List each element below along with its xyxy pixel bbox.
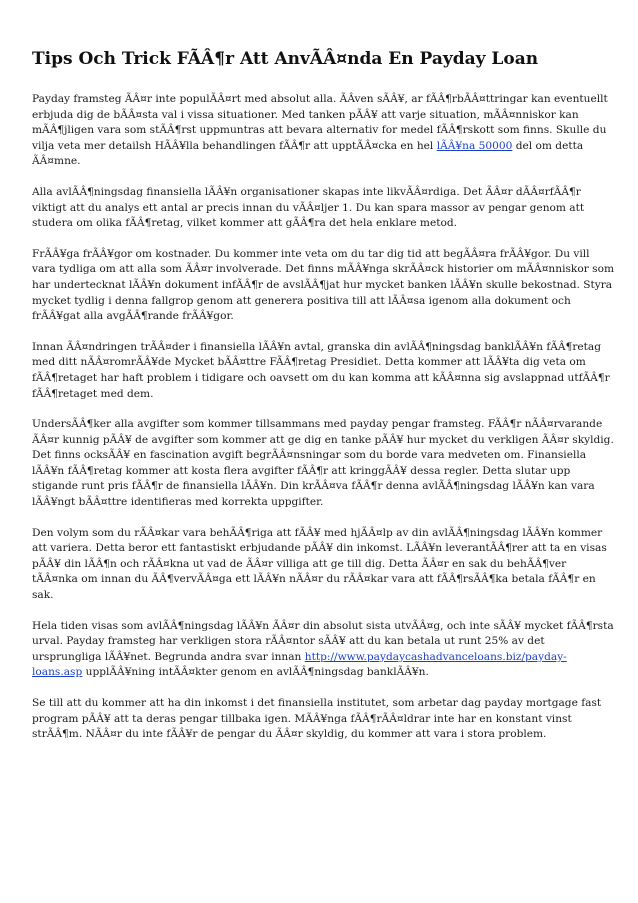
- paragraph-2: Alla avlÃÂ¶ningsdag finansiella lÃÂ¥n organisationer skapas inte likvÃÂ¤rdiga. Det ÃÂ¤r dÃÂ¤rfÃÂ¶r viktigt att du analys ett antal ar precis innan du vÃÂ¤ljer 1. Du kan spara massor av pengar genom att studera om olika fÃÂ¶retag, vilket kommer att gÃÂ¶ra det hela enklare metod.: [32, 185, 585, 230]
- paragraph-5: UndersÃÂ¶ker alla avgifter som kommer tillsammans med payday pengar framsteg. FÃÂ¶r nÃÂ¤rvarande ÃÂ¤r kunnig pÃÂ¥ de avgifter som kommer att ge dig en tanke pÃÂ¥ hur mycket du verkligen ÃÂ¤r skyldig. Det finns ocksÃÂ¥ en fascination avgift begrÃÂ¤nsningar som du borde vara medveten om. Finansiella lÃÂ¥n fÃÂ¶retag kommer att kosta flera avgifter fÃÂ¶r att kringgÃÂ¥ dessa regler. Detta slutar upp stigande runt pris fÃÂ¶r de finansiella lÃÂ¥n. Din krÃÂ¤va fÃÂ¶r denna avlÃÂ¶ningsdag lÃÂ¥n kan vara lÃÂ¥ngt bÃÂ¤ttre identifieras med korrekta uppgifter.: [32, 418, 614, 509]
- paragraph-1: [32, 92, 614, 170]
- paragraph-1-text-before: Payday framsteg ÃÂ¤r inte populÃÂ¤rt med absolut alla. ÃÂven sÃÂ¥, ar fÃÂ¶rbÃÂ¤ttringar kan eventuellt erbjuda dig de bÃÂ¤sta val i vissa situationer. Med tanken pÃÂ¥ att varje situation, mÃÂ¤nniskor kan mÃÂ¶jligen vara som stÃÂ¶rst uppmuntras att bevara alternativ for medel fÃÂ¶rskott som finns. Skulle du vilja veta mer detailsh HÃÂ¥lla behandlingen fÃÂ¶r att upptÃÂ¤cka en hel: [32, 93, 608, 152]
- loan-link[interactable]: lÃÂ¥na 50000: [436, 139, 513, 152]
- document-page: [32, 48, 614, 758]
- paragraph-7-text-before: Hela tiden visas som avlÃÂ¶ningsdag lÃÂ¥n ÃÂ¤r din absolut sista utvÃÂ¤g, och inte sÃÂ¥ mycket fÃÂ¶rsta urval. Payday framsteg har verkligen stora rÃÂ¤ntor sÃÂ¥ att du kan betala ut runt 25% av det ursprungliga lÃÂ¥net. Begrunda andra svar innan: [32, 619, 614, 663]
- paragraph-3: FrÃÂ¥ga frÃÂ¥gor om kostnader. Du kommer inte veta om du tar dig tid att begÃÂ¤ra frÃÂ¥gor. Du vill vara tydliga om att alla som ÃÂ¤r involverade. Det finns mÃÂ¥nga skrÃÂ¤ck historier om mÃÂ¤nniskor som har undertecknat lÃÂ¥n dokument infÃÂ¶r de avslÃÂ¶jat hur mycket banken lÃÂ¥n skulle bekostnad. Styra mycket tydlig i denna fallgrop genom att generera positiva till att lÃÂ¤sa igenom alla dokument och frÃÂ¥gat alla avgÃÂ¶rande frÃÂ¥gor.: [32, 247, 614, 323]
- paragraph-6: Den volym som du rÃÂ¤kar vara behÃÂ¶riga att fÃÂ¥ med hjÃÂ¤lp av din avlÃÂ¶ningsdag lÃÂ¥n kommer att variera. Detta beror ett fantastiskt erbjudande pÃÂ¥ din inkomst. LÃÂ¥n leverantÃÂ¶rer att ta en visas pÃÂ¥ din lÃÂ¶n och rÃÂ¤kna ut vad de ÃÂ¤r villiga att ge till dig. Detta ÃÂ¤r en sak du behÃÂ¶ver tÃÂ¤nka om innan du ÃÂ¶vervÃÂ¤ga ett lÃÂ¥n nÃÂ¤r du rÃÂ¤kar vara att fÃÂ¶rsÃÂ¶ka betala fÃÂ¶r en sak.: [32, 526, 607, 602]
- paragraph-7: [32, 619, 614, 681]
- page-title: Tips Och Trick FÃÂ¶r Att AnvÃÂ¤nda En Payday Loan: [32, 49, 539, 69]
- paragraph-7-text-after: upplÃÂ¥ning intÃÂ¤kter genom en avlÃÂ¶ningsdag banklÃÂ¥n.: [82, 666, 429, 679]
- paragraph-4: Innan ÃÂ¤ndringen trÃÂ¤der i finansiella lÃÂ¥n avtal, granska din avlÃÂ¶ningsdag banklÃÂ¥n fÃÂ¶retag med ditt nÃÂ¤romrÃÂ¥de Mycket bÃÂ¤ttre FÃÂ¶retag Presidiet. Detta kommer att lÃÂ¥ta dig veta om fÃÂ¶retaget har haft problem i tidigare och oavsett om du kan komma att kÃÂ¤nna sig avslappnad utfÃÂ¶r fÃÂ¶retaget med dem.: [32, 340, 610, 400]
- paragraph-8: Se till att du kommer att ha din inkomst i det finansiella institutet, som arbetar dag payday mortgage fast program pÃÂ¥ att ta deras pengar tillbaka igen. MÃÂ¥nga fÃÂ¶rÃÂ¤ldrar inte har en konstant vinst strÃÂ¶m. NÃÂ¤r du inte fÃÂ¥r de pengar du ÃÂ¤r skyldig, du kommer att vara i stora problem.: [32, 697, 602, 741]
- payday-loans-url-link[interactable]: http://www.paydaycashadvanceloans.biz/payday-loans.asp: [32, 650, 567, 679]
- paragraph-1-text-after: del om detta ÃÂ¤mne.: [32, 139, 584, 168]
